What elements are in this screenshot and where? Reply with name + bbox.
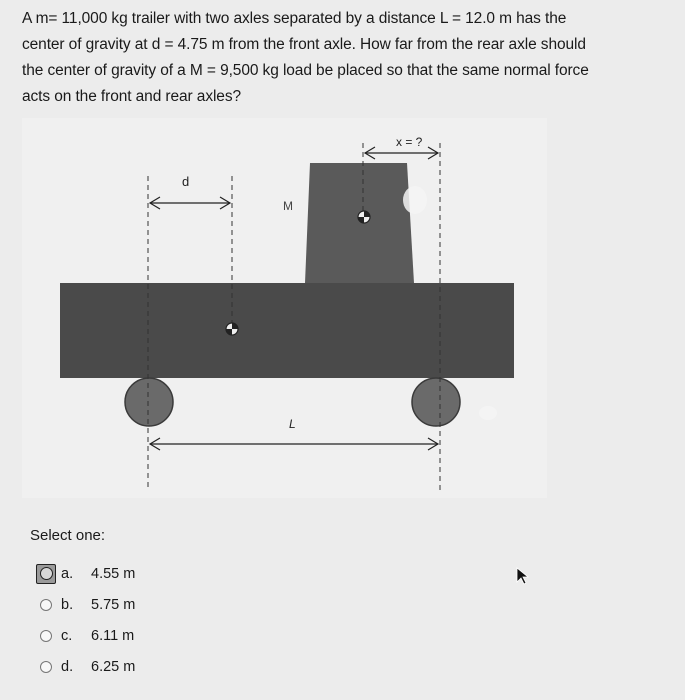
load-cg-marker xyxy=(358,211,370,223)
question-line-4: acts on the front and rear axles? xyxy=(22,88,241,105)
radio-c[interactable] xyxy=(40,630,52,642)
label-L: L xyxy=(289,417,296,431)
load-box xyxy=(305,163,414,283)
option-a[interactable] xyxy=(36,558,135,589)
radio-a-selected[interactable] xyxy=(36,564,56,584)
label-M: M xyxy=(283,199,293,213)
trailer-diagram xyxy=(22,118,547,498)
trailer-diagram-svg xyxy=(22,118,547,498)
option-c[interactable] xyxy=(36,620,135,651)
answer-options xyxy=(36,558,135,682)
question-line-3: the center of gravity of a M = 9,500 kg load be placed so that the same normal force xyxy=(22,62,589,79)
radio-b[interactable] xyxy=(40,599,52,611)
trailer-body xyxy=(60,283,514,378)
label-d: d xyxy=(182,174,190,189)
option-b-value: 5.75 m xyxy=(91,596,136,613)
option-d-value: 6.25 m xyxy=(91,658,136,675)
label-x: x = ? xyxy=(396,135,423,149)
mouse-pointer-icon xyxy=(516,567,530,585)
radio-d[interactable] xyxy=(40,661,52,673)
rear-wheel xyxy=(412,378,460,426)
question-line-1: A m= 11,000 kg trailer with two axles separated by a distance L = 12.0 m has the xyxy=(22,10,567,27)
option-d-letter: d. xyxy=(61,658,74,675)
option-c-letter: c. xyxy=(61,627,73,644)
option-b[interactable] xyxy=(36,589,135,620)
option-b-letter: b. xyxy=(61,596,74,613)
option-a-value: 4.55 m xyxy=(91,565,136,582)
front-wheel xyxy=(125,378,173,426)
option-d[interactable] xyxy=(36,651,135,682)
question-text xyxy=(22,6,672,110)
option-a-letter: a. xyxy=(61,565,74,582)
option-c-value: 6.11 m xyxy=(91,627,135,644)
trailer-cg-marker xyxy=(226,323,238,335)
select-one-prompt: Select one: xyxy=(30,527,106,544)
question-line-2: center of gravity at d = 4.75 m from the front axle. How far from the rear axle should xyxy=(22,36,586,53)
